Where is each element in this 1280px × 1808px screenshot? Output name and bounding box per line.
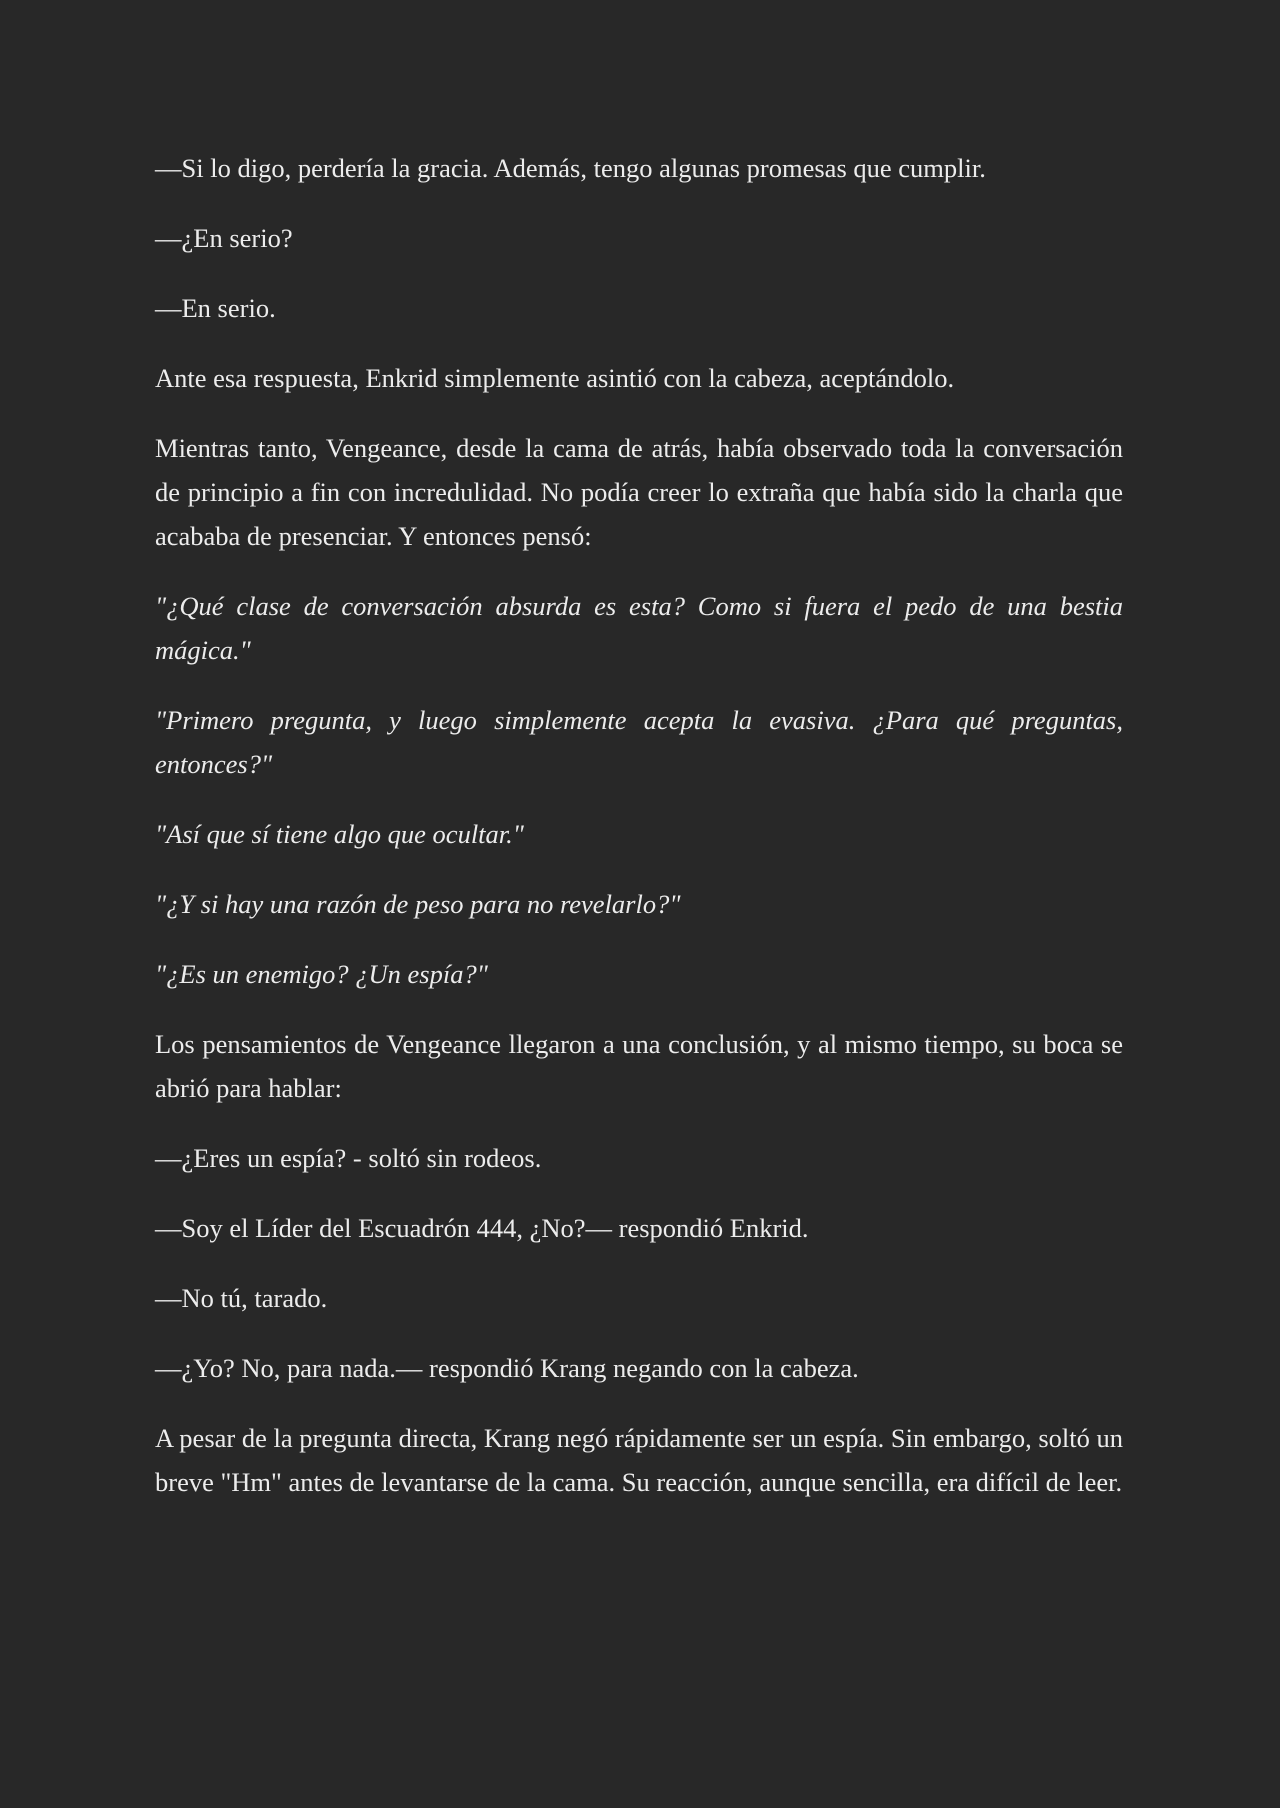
paragraph-16: A pesar de la pregunta directa, Krang negó rápidamente ser un espía. Sin embargo, soltó un breve "Hm" antes de levantarse de la cama. Su reacción, aunque sencilla, era difícil de leer.: [155, 1423, 1123, 1497]
paragraph-14: —No tú, tarado.: [155, 1283, 328, 1313]
paragraph-4: Ante esa respuesta, Enkrid simplemente asintió con la cabeza, aceptándolo.: [155, 363, 955, 393]
paragraph-11: Los pensamientos de Vengeance llegaron a una conclusión, y al mismo tiempo, su boca se abrió para hablar:: [155, 1029, 1123, 1103]
paragraph-7-thought: "Primero pregunta, y luego simplemente acepta la evasiva. ¿Para qué preguntas, entonces?": [155, 705, 1123, 779]
paragraph-1: —Si lo digo, perdería la gracia. Además, tengo algunas promesas que cumplir.: [155, 153, 986, 183]
paragraph-6-thought: "¿Qué clase de conversación absurda es esta? Como si fuera el pedo de una bestia mágica.": [155, 591, 1123, 665]
paragraph-15: —¿Yo? No, para nada.— respondió Krang negando con la cabeza.: [155, 1353, 859, 1383]
paragraph-12: —¿Eres un espía? - soltó sin rodeos.: [155, 1143, 542, 1173]
paragraph-13: —Soy el Líder del Escuadrón 444, ¿No?— respondió Enkrid.: [155, 1213, 809, 1243]
paragraph-8-thought: "Así que sí tiene algo que ocultar.": [155, 819, 524, 849]
paragraph-9-thought: "¿Y si hay una razón de peso para no revelarlo?": [155, 889, 681, 919]
chapter-text: [155, 146, 1123, 1530]
paragraph-5: Mientras tanto, Vengeance, desde la cama de atrás, había observado toda la conversación de principio a fin con incredulidad. No podía creer lo extraña que había sido la charla que acababa de presenciar. Y entonces pensó:: [155, 433, 1123, 551]
paragraph-2: —¿En serio?: [155, 223, 293, 253]
paragraph-10-thought: "¿Es un enemigo? ¿Un espía?": [155, 959, 488, 989]
paragraph-3: —En serio.: [155, 293, 276, 323]
